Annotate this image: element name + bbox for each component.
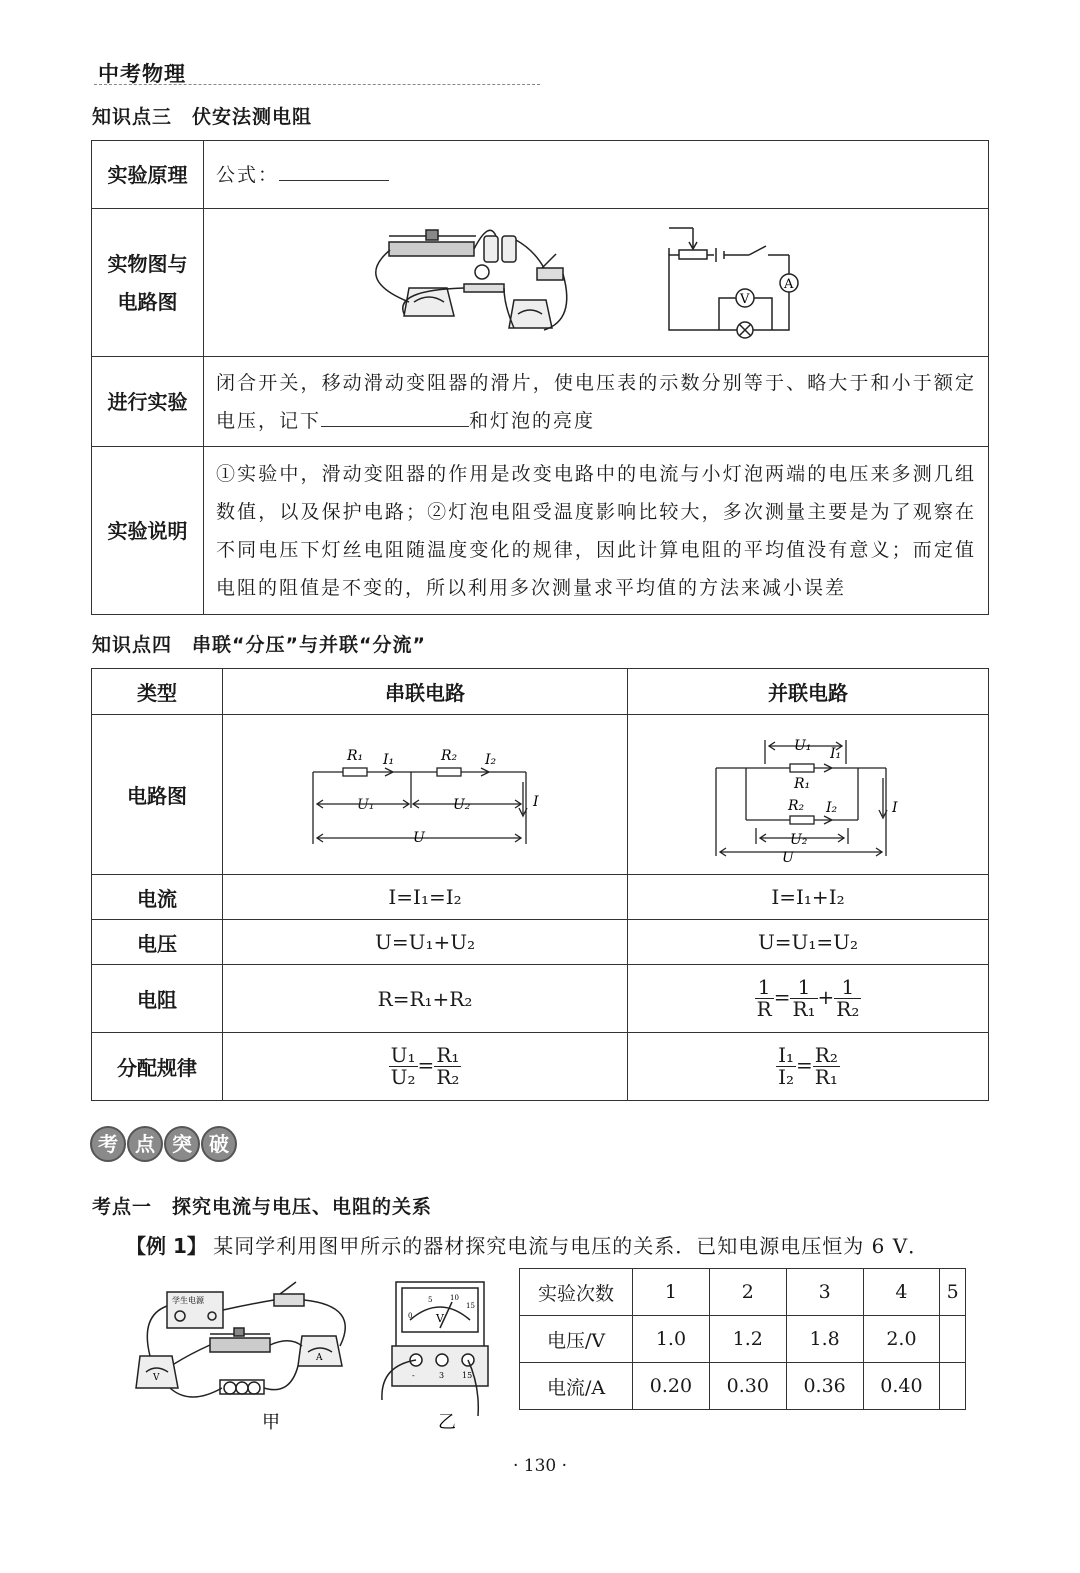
label-u2: U₂ xyxy=(453,796,471,813)
label-u1: U₁ xyxy=(794,737,812,754)
label-i1: I₁ xyxy=(830,745,842,762)
example-figures xyxy=(130,1276,500,1440)
col-header: 类型 xyxy=(92,669,223,715)
frac-den: I₂ xyxy=(778,1065,795,1089)
terminal-3: 3 xyxy=(439,1371,445,1380)
table-cell: 1.2 xyxy=(709,1316,786,1363)
answer-blank xyxy=(321,404,469,427)
row-label: 实验说明 xyxy=(92,447,204,615)
procedure-cell xyxy=(204,357,989,447)
frac-num: U₁ xyxy=(390,1043,416,1067)
table-row xyxy=(92,875,989,920)
header-cell: 5 xyxy=(940,1269,966,1316)
label-r1: R₁ xyxy=(794,775,811,792)
frac-num: I₁ xyxy=(778,1043,795,1067)
apparatus-figure xyxy=(204,210,988,356)
parallel-resistance: $\frac{1}{R}$ = $\frac{1}{\text{R₁}}$ + $\frac{1}{\text{R₂}}$ xyxy=(628,965,989,1033)
power-label: 学生电源 xyxy=(172,1296,204,1305)
badge-char: 突 xyxy=(164,1126,200,1162)
table-row xyxy=(92,1033,989,1101)
row-label xyxy=(92,209,204,357)
figure-cell xyxy=(204,209,989,357)
badge-char: 考 xyxy=(90,1126,126,1162)
table-cell: 1.8 xyxy=(786,1316,863,1363)
ammeter-label: A xyxy=(784,276,794,292)
page-number: · 130 · xyxy=(512,1456,568,1476)
label-i2: I₂ xyxy=(826,799,838,816)
formula-cell xyxy=(204,141,989,209)
scale-5: 5 xyxy=(428,1296,433,1304)
row-label-text: 实物图与电路图 xyxy=(107,251,188,314)
voltmeter-label: V xyxy=(153,1373,160,1383)
series-voltage: U=U₁+U₂ xyxy=(223,920,628,965)
kp3-table xyxy=(91,140,989,615)
frac-num: 1 xyxy=(755,977,774,999)
resistor-r1 xyxy=(343,768,367,776)
table-cell: 0.36 xyxy=(786,1363,863,1410)
row-label: 电阻 xyxy=(92,965,223,1033)
header-cell: 1 xyxy=(633,1269,710,1316)
ammeter-label: A xyxy=(316,1353,323,1363)
table-row xyxy=(520,1316,966,1363)
label-u: U xyxy=(413,829,425,846)
switch xyxy=(274,1294,304,1306)
row-label: 电路图 xyxy=(92,715,223,875)
frac-den: R₁ xyxy=(814,1065,838,1089)
resistor-r1 xyxy=(790,764,814,772)
header-cell: 3 xyxy=(786,1269,863,1316)
col-header: 串联电路 xyxy=(223,669,628,715)
resistor-r2 xyxy=(790,816,814,824)
fig-label-yi: 乙 xyxy=(438,1412,456,1433)
label-i1: I₁ xyxy=(383,751,395,768)
table-cell: 0.20 xyxy=(633,1363,710,1410)
table-cell: 电流/A xyxy=(520,1363,633,1410)
table-cell: 1.0 xyxy=(633,1316,710,1363)
series-resistance: R=R₁+R₂ xyxy=(223,965,628,1033)
table-row xyxy=(92,920,989,965)
frac-num: R₁ xyxy=(436,1043,460,1067)
kp4-heading: 知识点四 串联“分压”与并联“分流” xyxy=(92,634,426,656)
frac-den: R₁ xyxy=(792,997,816,1021)
procedure-text-end: 和灯泡的亮度 xyxy=(469,409,596,432)
label-i: I xyxy=(892,799,898,816)
parallel-circuit-diagram xyxy=(628,716,988,874)
label-u1: U₁ xyxy=(357,796,375,813)
scale-15: 15 xyxy=(466,1302,475,1310)
frac-den: R₂ xyxy=(436,1065,460,1089)
header-cell: 实验次数 xyxy=(520,1269,633,1316)
row-label: 电压 xyxy=(92,920,223,965)
series-ratio: $\frac{\text{U₁}}{\text{U₂}}$ = $\frac{\text{R₁}}{\text{R₂}}$ xyxy=(223,1033,628,1101)
table-row xyxy=(92,141,989,209)
procedure-text: 闭合开关，移动滑动变阻器的滑片，使电压表的示数分别等于、略大于和小于额定电压，记下 xyxy=(216,371,976,432)
header-divider xyxy=(94,84,540,85)
parallel-diagram-cell xyxy=(628,715,989,875)
exam-badge xyxy=(90,1126,238,1162)
data-table xyxy=(519,1268,966,1410)
table-row xyxy=(92,357,989,447)
table-cell: 2.0 xyxy=(863,1316,940,1363)
schematic-rheostat xyxy=(679,250,707,259)
rheostat xyxy=(389,242,474,256)
label-i2: I₂ xyxy=(485,751,497,768)
frac-den: U₂ xyxy=(390,1065,416,1089)
table-header-row xyxy=(92,669,989,715)
exam-topic: 考点一 探究电流与电压、电阻的关系 xyxy=(92,1196,433,1218)
ammeter xyxy=(509,300,552,328)
label-u2: U₂ xyxy=(790,831,808,848)
table-cell: 电压/V xyxy=(520,1316,633,1363)
series-current: I=I₁=I₂ xyxy=(223,875,628,920)
table-cell: 0.30 xyxy=(709,1363,786,1410)
table-row xyxy=(520,1363,966,1410)
voltmeter-label: V xyxy=(740,291,750,307)
scale-unit: V xyxy=(436,1312,444,1325)
notes-cell: ①实验中，滑动变阻器的作用是改变电路中的电流与小灯泡两端的电压来多测几组数值，以及保护电路；②灯泡电阻受温度影响比较大，多次测量主要是为了观察在不同电压下灯丝电阻随温度变化的规律，因此计算电阻的平均值没有意义；而定值电阻的阻值是不变的，所以利用多次测量求平均值的方法来减小误差 xyxy=(204,447,989,615)
parallel-ratio: $\frac{\text{I₁}}{\text{I₂}}$ = $\frac{\text{R₂}}{\text{R₁}}$ xyxy=(628,1033,989,1101)
terminal-15: 15 xyxy=(462,1371,473,1380)
frac-num: 1 xyxy=(834,977,861,999)
label-r2: R₂ xyxy=(441,747,458,764)
header-cell: 4 xyxy=(863,1269,940,1316)
example-tag: 【例 1】 xyxy=(126,1234,207,1258)
resistor-r2 xyxy=(437,768,461,776)
row-label: 实验原理 xyxy=(92,141,204,209)
answer-blank xyxy=(279,158,389,181)
table-row xyxy=(92,447,989,615)
label-r1: R₁ xyxy=(347,747,364,764)
table-cell xyxy=(940,1316,966,1363)
fig-label-jia: 甲 xyxy=(262,1412,280,1433)
example-text: 某同学利用图甲所示的器材探究电流与电压的关系．已知电源电压恒为 6 V． xyxy=(213,1234,930,1258)
scale-10: 10 xyxy=(450,1294,459,1302)
frac-den: R xyxy=(756,997,772,1021)
kp3-heading: 知识点三 伏安法测电阻 xyxy=(92,106,313,128)
parallel-voltage: U=U₁=U₂ xyxy=(628,920,989,965)
scale-0: 0 xyxy=(408,1312,413,1320)
badge-char: 点 xyxy=(127,1126,163,1162)
frac-num: R₂ xyxy=(814,1043,838,1067)
table-cell: 0.40 xyxy=(863,1363,940,1410)
table-row xyxy=(92,715,989,875)
badge-char: 破 xyxy=(201,1126,237,1162)
table-row xyxy=(92,209,989,357)
row-label: 分配规律 xyxy=(92,1033,223,1101)
battery xyxy=(484,236,498,262)
switch xyxy=(537,268,563,280)
label-r2: R₂ xyxy=(788,797,805,814)
table-header-row xyxy=(520,1269,966,1316)
book-title: 中考物理 xyxy=(98,62,186,86)
series-circuit-diagram xyxy=(223,716,625,874)
series-diagram-cell xyxy=(223,715,628,875)
label-u: U xyxy=(782,849,794,866)
rheostat xyxy=(210,1338,270,1352)
col-header: 并联电路 xyxy=(628,669,989,715)
battery xyxy=(502,236,516,262)
row-label: 电流 xyxy=(92,875,223,920)
example-1 xyxy=(126,1230,929,1259)
voltmeter xyxy=(136,1356,178,1388)
row-label: 进行实验 xyxy=(92,357,204,447)
frac-num: 1 xyxy=(790,977,817,999)
terminal-neg: - xyxy=(412,1371,415,1380)
header-cell: 2 xyxy=(709,1269,786,1316)
parallel-current: I=I₁+I₂ xyxy=(628,875,989,920)
frac-den: R₂ xyxy=(836,997,860,1021)
label-i: I xyxy=(533,793,539,810)
voltmeter xyxy=(404,288,454,316)
lamp xyxy=(475,265,489,279)
table-cell xyxy=(940,1363,966,1410)
kp4-table xyxy=(91,668,989,1101)
table-row xyxy=(92,965,989,1033)
formula-label: 公式： xyxy=(216,163,280,186)
